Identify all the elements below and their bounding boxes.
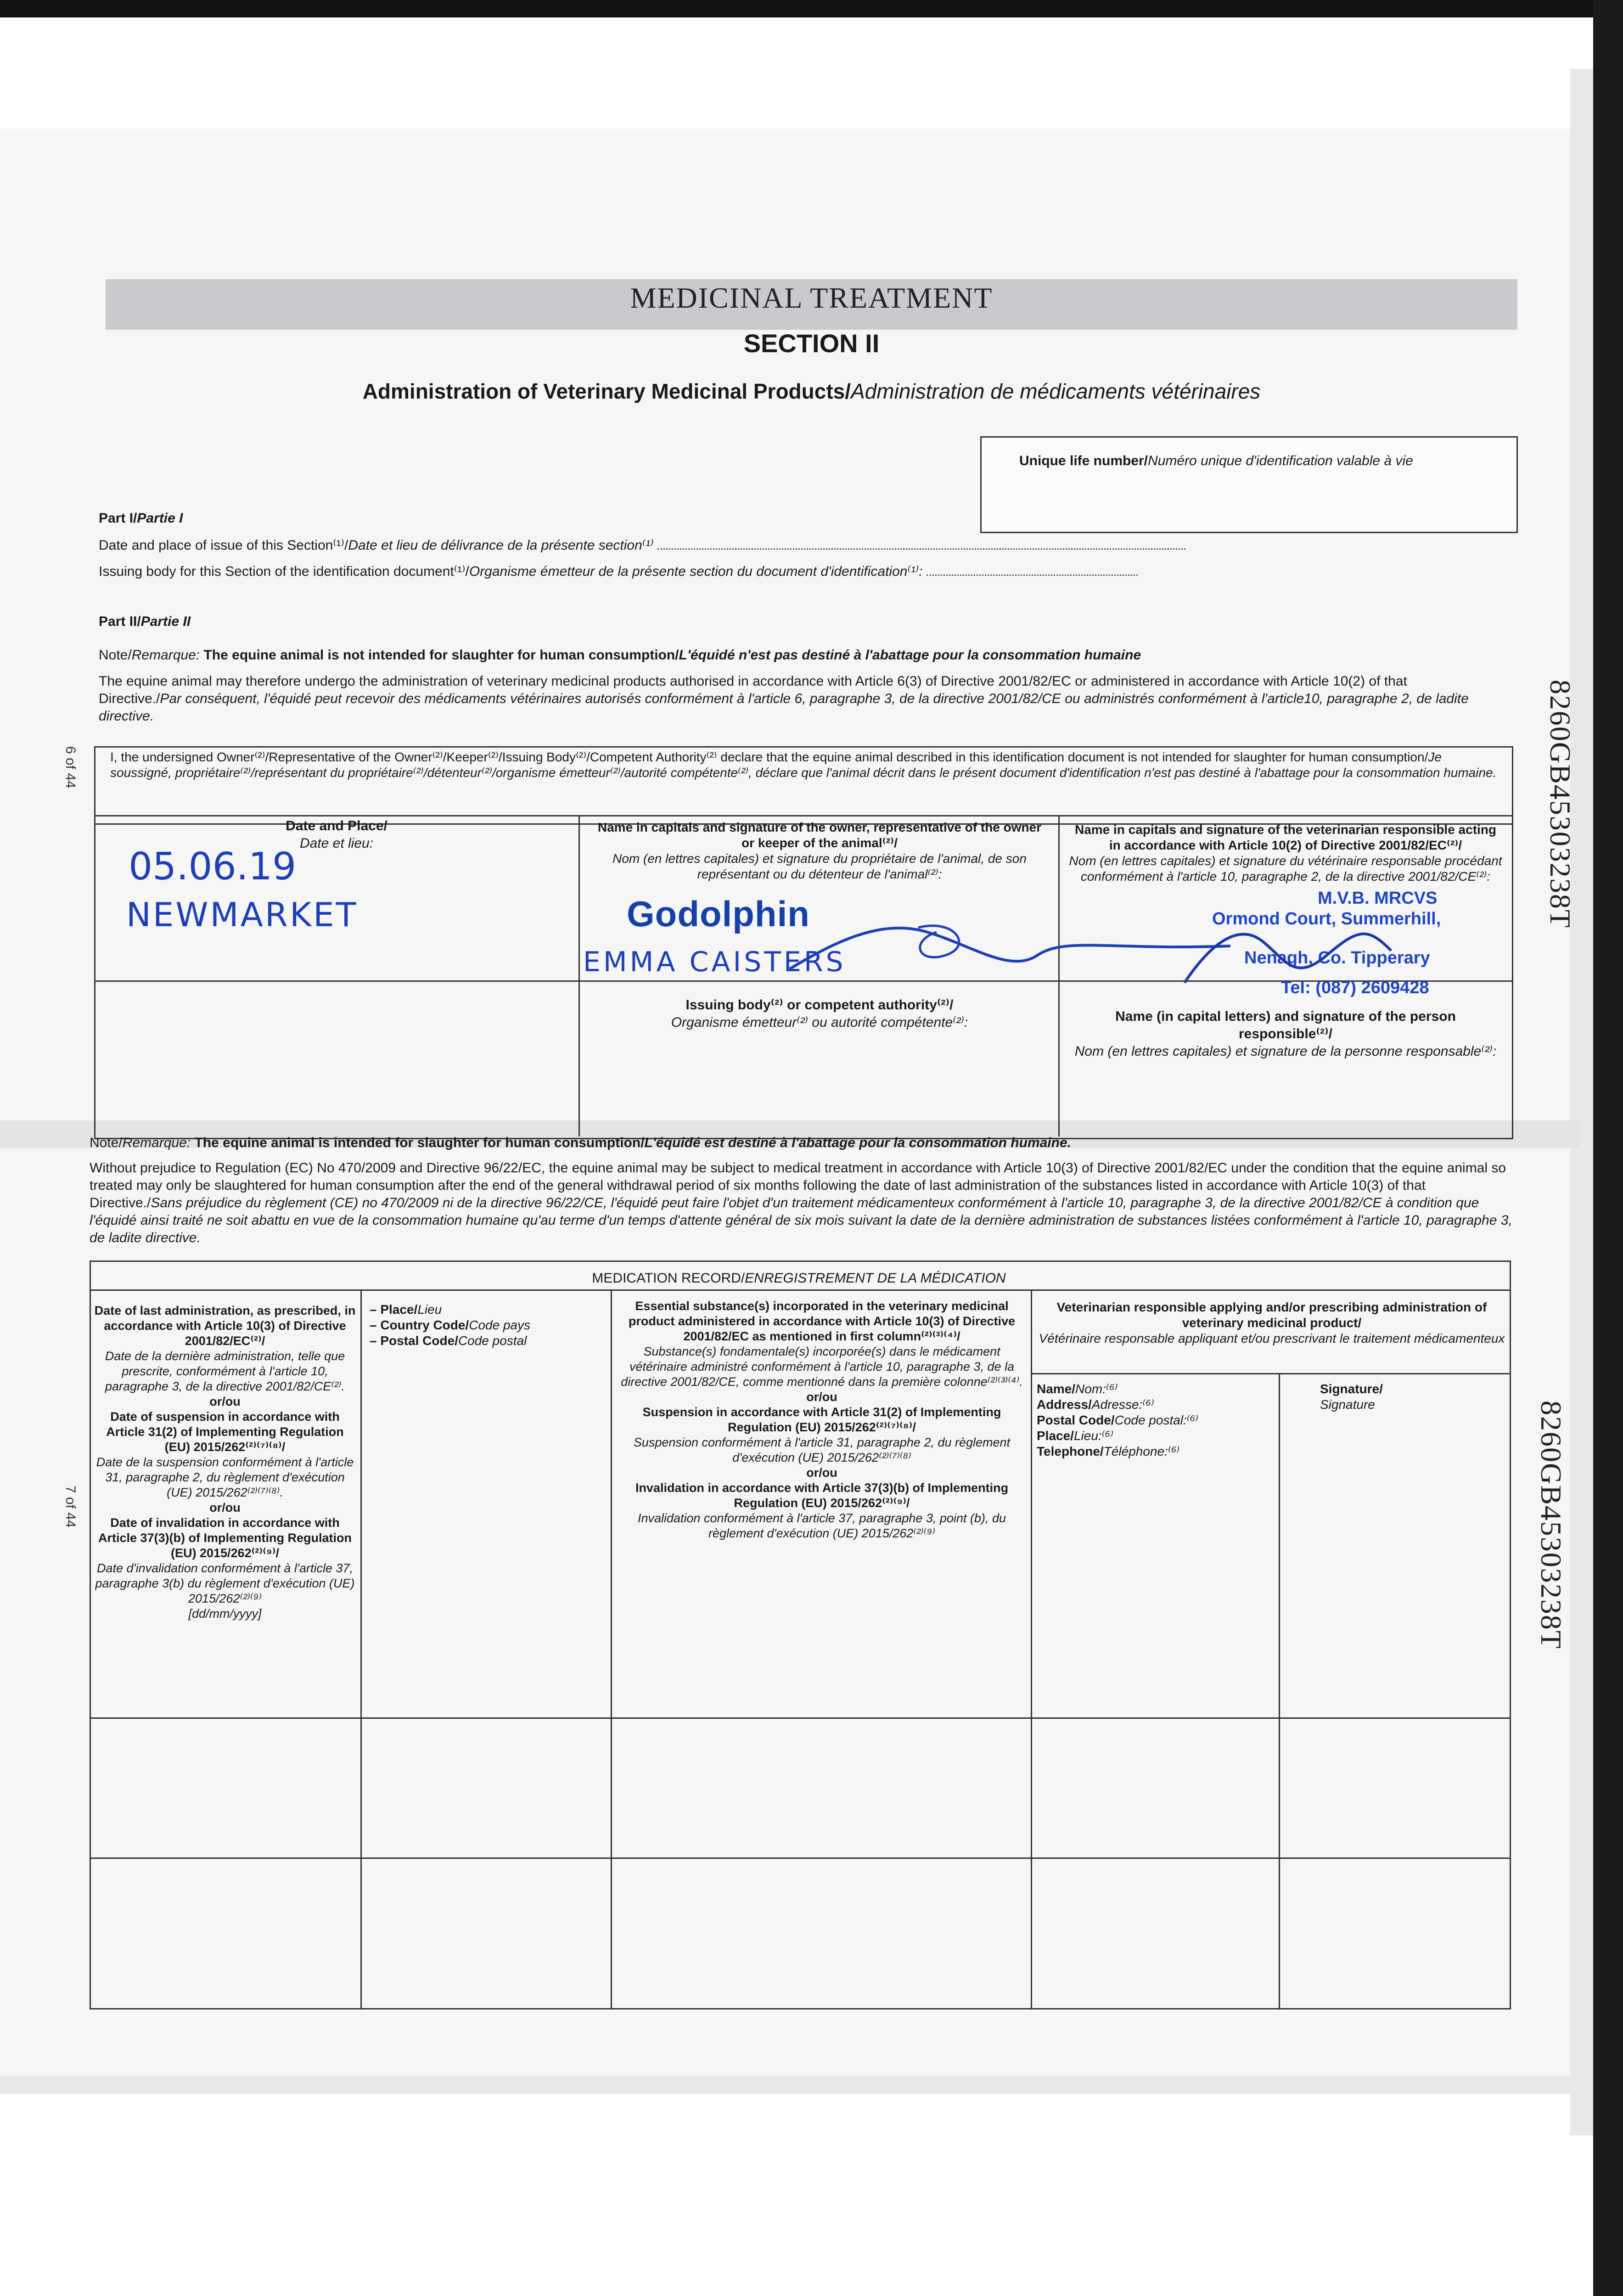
table-cell-line: Invalidation conformément à l'article 37, paragraphe 3, point (b), du règlement d'exécution (UE) 2015/262⁽²⁾⁽⁹⁾ [637,1511,1006,1540]
location-field-label: – Country Code/Code pays [370,1318,531,1332]
issuing-body-header: Issuing body⁽²⁾ or competent authority⁽²⁾/ Organisme émetteur⁽²⁾ ou autorité compétente⁽²⁾: [671,997,968,1030]
scan-top-edge [0,0,1623,17]
person-responsible-header: Name (in capital letters) and signature of the person responsible⁽²⁾/ Nom (en lettres capitales) et signature de la personne responsable⁽²⁾: [1074,1009,1497,1059]
table-cell-line: Suspension in accordance with Article 31(2) of Implementing Regulation (EU) 2015/262⁽²⁾⁽⁷⁾⁽⁸⁾/ [642,1405,1001,1434]
date-value: 05.06.19 [129,845,297,889]
col-essential-substances [615,1299,1028,1541]
table-cell-line: or/ou [209,1395,241,1408]
vet-field-label: Postal Code/Code postal:⁽⁶⁾ [1037,1413,1199,1427]
page-7-label: 7 of 44 [63,1486,78,1528]
location-field-label: – Place/Lieu [370,1302,442,1317]
table-divider [360,1289,362,2008]
note-not-for-slaughter: Note/Remarque: The equine animal is not intended for slaughter for human consumption/L'équidé n'est pas destiné à l'abattage pour la consommation humaine [99,647,1141,663]
table-cell-line: Date de la suspension conformément à l'article 31, paragraphe 2, du règlement d'exécution (UE) 2015/262⁽²⁾⁽⁷⁾⁽⁸⁾. [96,1455,354,1499]
table-cell-line: or/ou [806,1466,837,1480]
vet-signature-label: Signature/ Signature [1320,1382,1383,1412]
medication-record-title: MEDICATION RECORD/ENREGISTREMENT DE LA MÉDICATION [592,1271,1006,1286]
table-cell-line: Substance(s) fondamentale(s) incorporée(s) dans le médicament vétérinaire administré conformément à l'article 10, paragraphe 3, de la directive 2001/82/CE, comme mentionné dans la première colonne⁽²⁾⁽³⁾⁽⁴⁾. [621,1345,1023,1389]
unique-life-number-label: Unique life number/Numéro unique d'identification valable à vie [1019,453,1413,468]
table-cell-line: Date of last administration, as prescribed, in accordance with Article 10(3) of Directive 2001/82/EC⁽²⁾/ [94,1304,356,1348]
table-row-divider [90,1857,1510,1859]
vet-stamp-line2: Ormond Court, Summerhill, [1212,909,1441,929]
table-divider [1031,1289,1032,2008]
table-cell-line: [dd/mm/yyyy] [188,1607,262,1621]
page-6-label: 6 of 44 [63,746,78,788]
unique-life-number-box[interactable] [980,436,1518,533]
godolphin-stamp: Godolphin [627,894,810,934]
table-cell-line: Date de la dernière administration, telle que prescrite, conformément à l'article 10, paragraphe 3, de la directive 2001/82/CE⁽²⁾. [105,1349,345,1393]
admin-title: Administration of Veterinary Medicinal Products/Administration de médicaments vétérinaires [362,379,1261,403]
table-cell-line: or/ou [209,1501,241,1514]
vet-signature-header: Name in capitals and signature of the veterinarian responsible acting in accordance with Article 10(2) of Directive 2001/82/EC⁽²⁾/ Nom (en lettres capitales) et signature du vétérinaire responsable procédant conformément à l'article 10, paragraphe 2, de la directive 2001/82/CE⁽²⁾: [1069,822,1502,884]
table-divider [90,1289,1510,1291]
col-veterinarian-header: Veterinarian responsible applying and/or prescribing administration of veterinary medicinal product/ Vétérinaire responsable appliquant et/ou prescrivant le traitement médicamenteux [1039,1300,1505,1345]
table-cell-line: Invalidation in accordance with Article 37(3)(b) of Implementing Regulation (EU) 2015/262⁽²⁾⁽⁹⁾/ [635,1481,1009,1510]
col-date-of-last-administration [92,1303,358,1621]
table-cell-line: Essential substance(s) incorporated in the veterinary medicinal product administered in accordance with Article 10(3) of Directive 2001/82/EC as mentioned in first column⁽²⁾⁽³⁾⁽⁴⁾/ [628,1299,1016,1343]
side-id-number-top: 8260GB45303238T [1544,680,1577,929]
part1-heading: Part I/Partie I [99,511,183,526]
table-cell-line: Date of invalidation in accordance with Article 37(3)(b) of Implementing Regulation (EU) 2015/262⁽²⁾⁽⁹⁾/ [98,1516,352,1560]
table-cell-line: Date d'invalidation conformément à l'article 37, paragraphe 3(b) du règlement d'exécution (UE) 2015/262⁽²⁾⁽⁹⁾ [95,1561,355,1605]
table-row-divider [90,1717,1510,1719]
vet-fields [1037,1381,1275,1459]
vet-signature-scribble [1175,914,1396,996]
col-place-country-postal [370,1302,608,1349]
part2-heading: Part II/Partie II [99,614,191,629]
table-cell-line: Suspension conformément à l'article 31, paragraphe 2, du règlement d'exécution (UE) 2015/262⁽²⁾⁽⁷⁾⁽⁸⁾ [633,1435,1011,1464]
table-divider [1279,1373,1280,2008]
place-value: NEWMARKET [126,895,358,934]
issuing-body-line: Issuing body for this Section of the identification document⁽¹⁾/Organisme émetteur de la présente section du document d'identification⁽¹⁾: [99,563,1269,580]
date-of-issue-line: Date and place of issue of this Section⁽¹⁾/Date et lieu de délivrance de la présente section⁽¹⁾ [99,536,1269,554]
table-divider [611,1289,612,2008]
vet-stamp-line3: Nenagh, Co. Tipperary [1244,948,1430,968]
page-bottom-strip [0,2076,1579,2094]
table-cell-line: Date of suspension in accordance with Article 31(2) of Implementing Regulation (EU) 2015/262⁽²⁾⁽⁷⁾⁽⁸⁾/ [106,1410,344,1454]
owner-signature-header: Name in capitals and signature of the owner, representative of the owner or keeper of the animal⁽²⁾/ Nom (en lettres capitales) et signature du propriétaire de l'animal, de son représentant ou du détenteur de l'animal⁽²⁾: [597,820,1042,881]
side-id-number-bottom: 8260GB45303238T [1535,1401,1567,1649]
equine-paragraph: The equine animal may therefore undergo the administration of veterinary medicinal products authorised in accordance with Article 6(3) of Directive 2001/82/EC or administered in accordance with Article 10(2) of that Directive./Par conséquent, l'équidé peut recevoir des médicaments vétérinaires autorisés conformément à l'article 6, paragraphe 3, de la directive 2001/82/CE ou administrés conformément à l'article10, paragraphe 2, de ladite directive. [99,674,1469,724]
date-place-header: Date and Place/ Date et lieu: [286,818,387,851]
grid-divider [578,815,580,1137]
section-title: SECTION II [743,329,880,358]
location-field-label: – Postal Code/Code postal [370,1334,527,1348]
table-cell-line: or/ou [806,1390,837,1404]
note-for-slaughter: Note/Remarque: The equine animal is intended for slaughter for human consumption/L'équidé est destiné à l'abattage pour la consommation humaine. [90,1135,1071,1150]
owner-signature-scribble [781,914,1240,992]
vet-field-label: Address/Adresse:⁽⁶⁾ [1037,1397,1154,1412]
table-divider [1031,1373,1510,1374]
declaration-text: I, the undersigned Owner⁽²⁾/Representative of the Owner⁽²⁾/Keeper⁽²⁾/Issuing Body⁽²⁾/Competent Authority⁽²⁾ declare that the equine animal described in this identification document is not intended for slaughter for human consumption/Je soussigné, propriétaire⁽²⁾/représentant du propriétaire⁽²⁾/détenteur⁽²⁾/organisme émetteur⁽²⁾/autorité compétente⁽²⁾, déclare que l'animal décrit dans le présent document d'identification n'est pas destiné à l'abattage pour la consommation humaine. [110,750,1497,780]
banner-title: MEDICINAL TREATMENT [630,281,993,314]
vet-field-label: Place/Lieu:⁽⁶⁾ [1037,1429,1114,1443]
vet-field-label: Name/Nom:⁽⁶⁾ [1037,1382,1118,1396]
vet-field-label: Telephone/Téléphone:⁽⁶⁾ [1037,1444,1180,1458]
vet-stamp-line1: M.V.B. MRCVS [1318,889,1438,908]
without-prejudice-paragraph: Without prejudice to Regulation (EC) No 470/2009 and Directive 96/22/EC, the equine animal may be subject to medical treatment in accordance with Article 10(3) of Directive 2001/82/EC under the condition that the equine animal so treated may only be slaughtered for human consumption after the end of the general withdrawal period of six months following the date of last administration of the substances listed in accordance with Article 10(3) of that Directive./Sans préjudice du règlement (CE) no 470/2009 ni de la directive 96/22/CE, l'équidé peut faire l'objet d'un traitement médicamenteux conformément à l'article 10, paragraphe 3, de la directive 2001/82/CE à condition que l'équidé ainsi traité ne soit abattu en vue de la consommation humaine qu'au terme d'un temps d'attente général de six mois suivant la date de la dernière administration de substances listées conformément à l'article 10, paragraphe 3, de ladite directive. [90,1160,1512,1245]
vet-stamp-tel: Tel: (087) 2609428 [1281,978,1429,997]
owner-name-handwritten: EMMA CAISTERS [583,946,846,978]
